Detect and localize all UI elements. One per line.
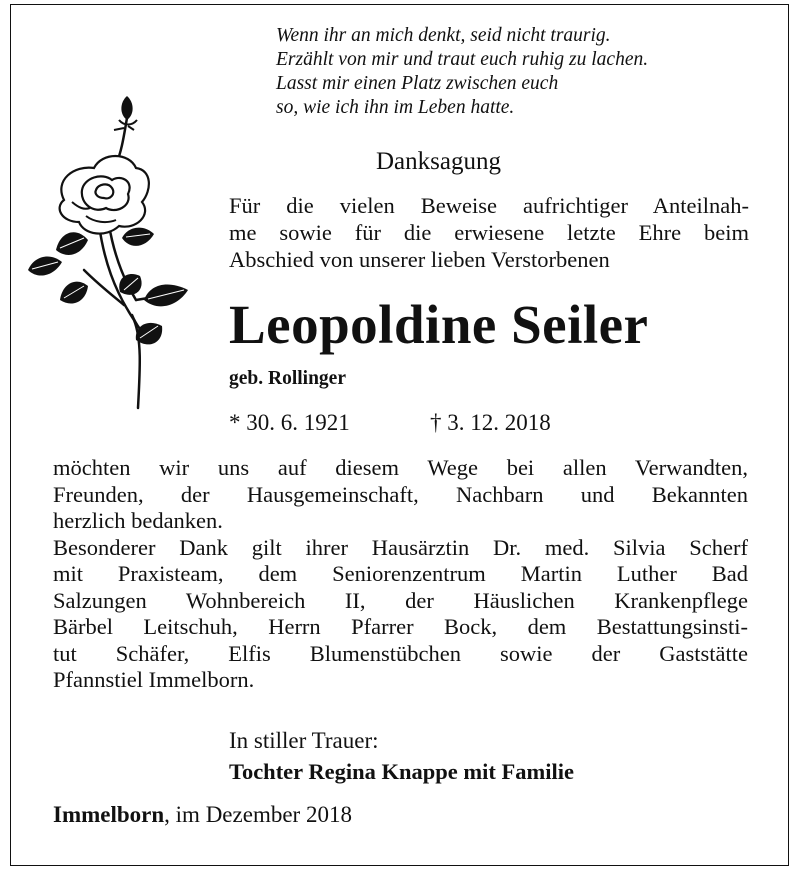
body-line: Salzungen Wohnbereich II, der Häuslichen Krankenpflege: [53, 587, 748, 613]
footer-date: , im Dezember 2018: [164, 802, 352, 827]
intro-line: me sowie für die erwiesene letzte Ehre beim: [229, 220, 749, 245]
intro-line: Für die vielen Beweise aufrichtiger Anteilnah-: [229, 193, 749, 218]
birth-date: * 30. 6. 1921: [229, 410, 350, 435]
body-text: [53, 455, 748, 694]
body-line: mit Praxisteam, dem Seniorenzentrum Martin Luther Bad: [53, 561, 748, 586]
page-title: Danksagung: [376, 148, 501, 175]
poem-line: Wenn ihr an mich denkt, seid nicht traurig.: [276, 25, 611, 46]
footer-line: [53, 802, 352, 828]
poem: [276, 24, 648, 120]
poem-line: Erzählt von mir und traut euch ruhig zu lachen.: [276, 49, 649, 70]
body-line: möchten wir uns auf diesem Wege bei allen Verwandten,: [53, 455, 748, 480]
poem-line: Lasst mir einen Platz zwischen euch: [276, 73, 559, 94]
grief-label: In stiller Trauer:: [229, 728, 379, 753]
body-line: Bärbel Leitschuh, Herrn Pfarrer Bock, dem Bestattungsinsti-: [53, 614, 748, 639]
deceased-name: Leopoldine Seiler: [229, 294, 649, 355]
footer-place: Immelborn: [53, 802, 165, 827]
maiden-name: geb. Rollinger: [229, 368, 346, 389]
family-signature: Tochter Regina Knappe mit Familie: [229, 759, 574, 784]
body-line: herzlich bedanken.: [53, 508, 223, 533]
body-line: Besonderer Dank gilt ihrer Hausärztin Dr. med. Silvia Scherf: [53, 534, 748, 560]
body-line: Freunden, der Hausgemeinschaft, Nachbarn und Bekannten: [53, 481, 748, 507]
rose-icon: [24, 90, 199, 410]
poem-line: so, wie ich ihn im Leben hatte.: [276, 97, 515, 118]
body-line: tut Schäfer, Elfis Blumenstübchen sowie der Gaststätte: [53, 640, 748, 666]
intro-text: [229, 192, 749, 273]
body-line: Pfannstiel Immelborn.: [53, 667, 255, 692]
intro-line: Abschied von unserer lieben Verstorbenen: [229, 247, 610, 272]
death-date: † 3. 12. 2018: [430, 410, 551, 435]
